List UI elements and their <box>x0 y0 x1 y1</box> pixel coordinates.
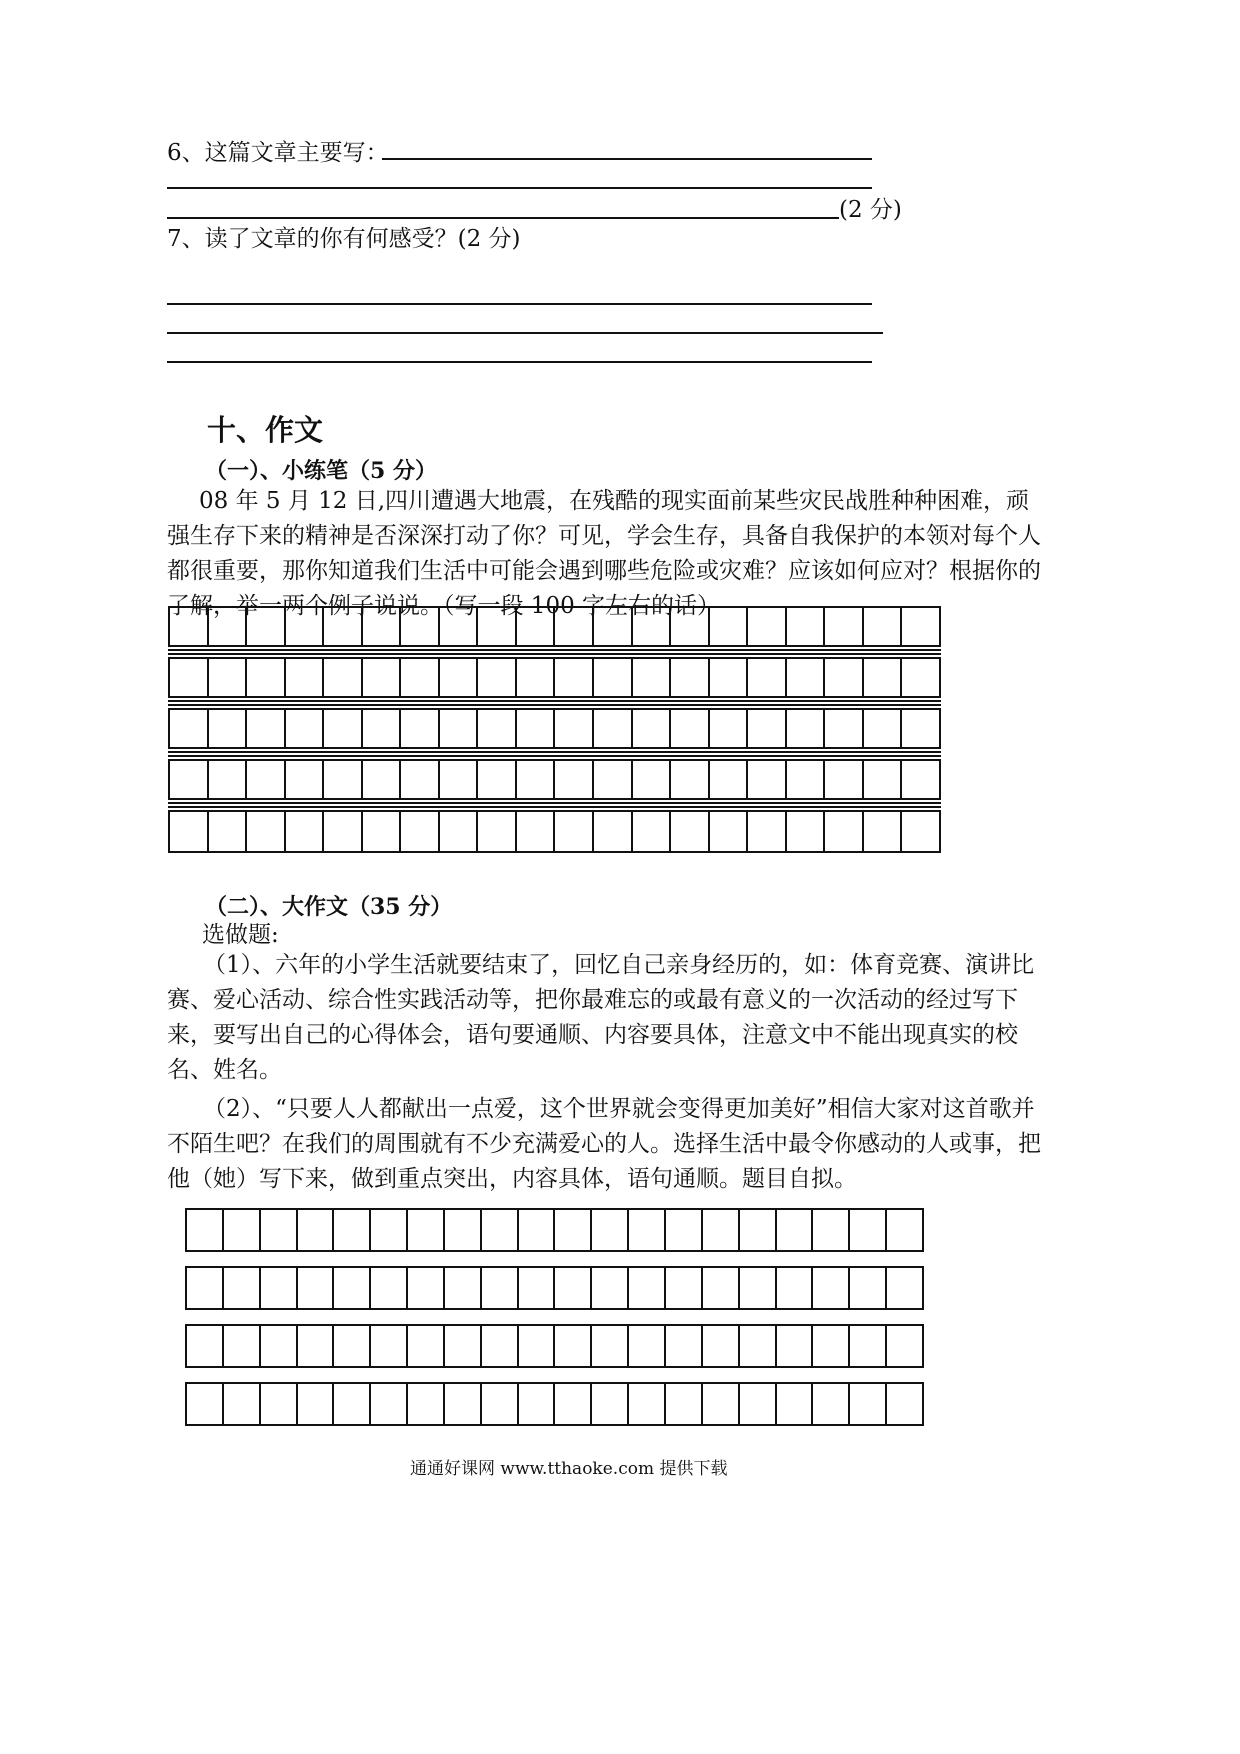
grid-cell[interactable] <box>785 710 824 747</box>
grid-cell[interactable] <box>480 1268 517 1308</box>
grid-cell[interactable] <box>664 1326 701 1366</box>
grid-cell[interactable] <box>885 1326 922 1366</box>
grid-cell[interactable] <box>848 1268 885 1308</box>
grid-cell[interactable] <box>517 1210 554 1250</box>
grid-cell[interactable] <box>553 812 592 851</box>
grid-cell[interactable] <box>590 1384 627 1424</box>
grid-separator <box>168 700 941 706</box>
grid-cell[interactable] <box>245 761 284 798</box>
grid-cell[interactable] <box>708 608 747 645</box>
grid-cell[interactable] <box>399 710 438 747</box>
grid-cell[interactable] <box>823 659 862 696</box>
grid-cell[interactable] <box>476 812 515 851</box>
grid-cell[interactable] <box>406 1326 443 1366</box>
grid-cell[interactable] <box>399 812 438 851</box>
grid-cell[interactable] <box>170 812 207 851</box>
grid-separator <box>168 751 941 757</box>
q7-answer-line-3[interactable] <box>167 361 872 363</box>
grid-cell[interactable] <box>322 608 361 645</box>
grid-cell[interactable] <box>284 608 323 645</box>
grid-cell[interactable] <box>811 1268 848 1308</box>
grid-cell[interactable] <box>631 812 670 851</box>
grid-cell[interactable] <box>322 761 361 798</box>
grid-cell[interactable] <box>399 608 438 645</box>
grid-cell[interactable] <box>222 1326 259 1366</box>
grid-cell[interactable] <box>553 1384 590 1424</box>
grid-cell[interactable] <box>627 1326 664 1366</box>
grid-row[interactable] <box>168 657 941 698</box>
grid-cell[interactable] <box>627 1268 664 1308</box>
grid-cell[interactable] <box>296 1210 333 1250</box>
grid-cell[interactable] <box>406 1210 443 1250</box>
q6-score: (2 分) <box>839 197 902 223</box>
grid-cell[interactable] <box>669 710 708 747</box>
grid-cell[interactable] <box>361 608 400 645</box>
grid-separator <box>168 802 941 808</box>
grid-cell[interactable] <box>885 1210 922 1250</box>
grid-cell[interactable] <box>245 608 284 645</box>
page-footer: 通通好课网 www.tthaoke.com 提供下载 <box>410 1459 728 1479</box>
grid-cell[interactable] <box>476 659 515 696</box>
grid-cell[interactable] <box>900 659 939 696</box>
grid-cell[interactable] <box>746 812 785 851</box>
grid-cell[interactable] <box>399 659 438 696</box>
grid-cell[interactable] <box>207 812 246 851</box>
grid-cell[interactable] <box>900 710 939 747</box>
grid-cell[interactable] <box>207 659 246 696</box>
grid-row[interactable] <box>185 1208 924 1252</box>
grid-cell[interactable] <box>900 608 939 645</box>
grid-cell[interactable] <box>438 659 477 696</box>
grid-cell[interactable] <box>553 1326 590 1366</box>
grid-cell[interactable] <box>296 1268 333 1308</box>
grid-cell[interactable] <box>515 812 554 851</box>
grid-cell[interactable] <box>738 1268 775 1308</box>
grid-cell[interactable] <box>170 761 207 798</box>
grid-cell[interactable] <box>862 761 901 798</box>
grid-cell[interactable] <box>361 710 400 747</box>
grid-cell[interactable] <box>590 1210 627 1250</box>
q7-answer-line-1[interactable] <box>167 303 872 305</box>
part2-heading: （二）、大作文（35 分） <box>205 894 453 920</box>
grid-cell[interactable] <box>664 1384 701 1424</box>
grid-cell[interactable] <box>900 761 939 798</box>
grid-row[interactable] <box>185 1382 924 1426</box>
grid-cell[interactable] <box>592 608 631 645</box>
grid-cell[interactable] <box>862 659 901 696</box>
grid-cell[interactable] <box>862 710 901 747</box>
grid-cell[interactable] <box>517 1384 554 1424</box>
grid-cell[interactable] <box>406 1268 443 1308</box>
grid-cell[interactable] <box>517 1268 554 1308</box>
grid-cell[interactable] <box>322 659 361 696</box>
grid-cell[interactable] <box>369 1384 406 1424</box>
grid-cell[interactable] <box>862 812 901 851</box>
grid-cell[interactable] <box>811 1384 848 1424</box>
grid-separator <box>168 649 941 655</box>
grid-cell[interactable] <box>332 1384 369 1424</box>
grid-cell[interactable] <box>775 1268 812 1308</box>
grid-cell[interactable] <box>284 761 323 798</box>
grid-cell[interactable] <box>592 812 631 851</box>
grid-cell[interactable] <box>515 659 554 696</box>
grid-cell[interactable] <box>708 812 747 851</box>
grid-cell[interactable] <box>332 1326 369 1366</box>
grid-cell[interactable] <box>438 812 477 851</box>
grid-cell[interactable] <box>708 659 747 696</box>
q7-label: 7、读了文章的你有何感受？(2 分) <box>167 226 521 252</box>
grid-cell[interactable] <box>187 1210 222 1250</box>
grid-cell[interactable] <box>669 608 708 645</box>
grid-cell[interactable] <box>848 1210 885 1250</box>
grid-cell[interactable] <box>669 659 708 696</box>
grid-cell[interactable] <box>515 710 554 747</box>
grid-cell[interactable] <box>708 761 747 798</box>
grid-cell[interactable] <box>187 1326 222 1366</box>
q6-answer-line-1[interactable] <box>382 158 872 160</box>
grid-cell[interactable] <box>553 761 592 798</box>
grid-cell[interactable] <box>631 659 670 696</box>
grid-row[interactable] <box>185 1324 924 1368</box>
grid-cell[interactable] <box>553 608 592 645</box>
grid-cell[interactable] <box>443 1210 480 1250</box>
grid-cell[interactable] <box>701 1384 738 1424</box>
grid-cell[interactable] <box>480 1326 517 1366</box>
grid-row[interactable] <box>168 708 941 749</box>
section-title: 十、作文 <box>207 413 324 447</box>
grid-cell[interactable] <box>775 1384 812 1424</box>
grid-cell[interactable] <box>900 812 939 851</box>
grid-cell[interactable] <box>590 1326 627 1366</box>
grid-cell[interactable] <box>476 761 515 798</box>
grid-cell[interactable] <box>170 659 207 696</box>
grid-cell[interactable] <box>207 710 246 747</box>
q6-answer-line-3[interactable] <box>167 217 839 219</box>
grid-cell[interactable] <box>785 608 824 645</box>
grid-cell[interactable] <box>627 1384 664 1424</box>
grid-cell[interactable] <box>631 608 670 645</box>
grid-row[interactable] <box>185 1266 924 1310</box>
grid-cell[interactable] <box>284 659 323 696</box>
grid-cell[interactable] <box>823 710 862 747</box>
grid-cell[interactable] <box>823 812 862 851</box>
grid-cell[interactable] <box>245 710 284 747</box>
grid-cell[interactable] <box>222 1268 259 1308</box>
grid-cell[interactable] <box>746 761 785 798</box>
grid-cell[interactable] <box>222 1210 259 1250</box>
grid-cell[interactable] <box>823 761 862 798</box>
grid-cell[interactable] <box>823 608 862 645</box>
grid-cell[interactable] <box>553 1210 590 1250</box>
grid-cell[interactable] <box>848 1384 885 1424</box>
grid-cell[interactable] <box>592 659 631 696</box>
grid-cell[interactable] <box>284 812 323 851</box>
grid-cell[interactable] <box>369 1326 406 1366</box>
grid-cell[interactable] <box>708 710 747 747</box>
grid-cell[interactable] <box>862 608 901 645</box>
grid-cell[interactable] <box>738 1210 775 1250</box>
grid-cell[interactable] <box>406 1384 443 1424</box>
grid-cell[interactable] <box>590 1268 627 1308</box>
grid-cell[interactable] <box>170 710 207 747</box>
grid-cell[interactable] <box>738 1326 775 1366</box>
grid-cell[interactable] <box>701 1326 738 1366</box>
grid-cell[interactable] <box>669 761 708 798</box>
grid-cell[interactable] <box>785 659 824 696</box>
grid-cell[interactable] <box>476 608 515 645</box>
grid-cell[interactable] <box>332 1268 369 1308</box>
grid-cell[interactable] <box>399 761 438 798</box>
grid-cell[interactable] <box>438 710 477 747</box>
grid-cell[interactable] <box>885 1384 922 1424</box>
grid-cell[interactable] <box>222 1384 259 1424</box>
grid-cell[interactable] <box>443 1326 480 1366</box>
grid-cell[interactable] <box>775 1210 812 1250</box>
part1-paragraph: 08 年 5 月 12 日,四川遭遇大地震，在残酷的现实面前某些灾民战胜种种困难，顽强生存下来的精神是否深深打动了你？可见，学会生存，具备自我保护的本领对每个人都很重要，那你知道我们生活中可能会遇到哪些危险或灾难？应该如何应对？根据你的了解，举一两个例子说说。（写一段 100 字左右的话） <box>167 488 1041 619</box>
grid-cell[interactable] <box>553 1268 590 1308</box>
q6-answer-line-2[interactable] <box>167 187 872 189</box>
grid-cell[interactable] <box>476 710 515 747</box>
grid-cell[interactable] <box>187 1268 222 1308</box>
grid-cell[interactable] <box>811 1326 848 1366</box>
grid-cell[interactable] <box>515 761 554 798</box>
grid-cell[interactable] <box>207 608 246 645</box>
choose-label: 选做题: <box>202 922 279 948</box>
grid-cell[interactable] <box>811 1210 848 1250</box>
grid-cell[interactable] <box>170 608 207 645</box>
grid-cell[interactable] <box>515 608 554 645</box>
grid-cell[interactable] <box>631 710 670 747</box>
grid-cell[interactable] <box>701 1210 738 1250</box>
grid-cell[interactable] <box>284 710 323 747</box>
grid-cell[interactable] <box>322 812 361 851</box>
grid-cell[interactable] <box>332 1210 369 1250</box>
grid-cell[interactable] <box>738 1384 775 1424</box>
grid-cell[interactable] <box>775 1326 812 1366</box>
grid-cell[interactable] <box>369 1268 406 1308</box>
grid-cell[interactable] <box>592 710 631 747</box>
grid-cell[interactable] <box>746 608 785 645</box>
grid-cell[interactable] <box>438 608 477 645</box>
grid-cell[interactable] <box>296 1326 333 1366</box>
q7-answer-line-2[interactable] <box>167 332 883 334</box>
grid-cell[interactable] <box>245 812 284 851</box>
grid-cell[interactable] <box>664 1210 701 1250</box>
grid-cell[interactable] <box>785 761 824 798</box>
grid-cell[interactable] <box>664 1268 701 1308</box>
option-1-text: （1）、六年的小学生活就要结束了，回忆自己亲身经历的，如：体育竞赛、演讲比赛、爱心活动、综合性实践活动等，把你最难忘的或最有意义的一次活动的经过写下来，要写出自己的心得体会，语句要通顺、内容要具体，注意文中不能出现真实的校名、姓名。 <box>167 952 1035 1083</box>
grid-cell[interactable] <box>361 761 400 798</box>
grid-cell[interactable] <box>245 659 284 696</box>
grid-cell[interactable] <box>517 1326 554 1366</box>
grid-cell[interactable] <box>885 1268 922 1308</box>
q6-label: 6、这篇文章主要写： <box>167 140 389 166</box>
grid-cell[interactable] <box>259 1326 296 1366</box>
grid-cell[interactable] <box>443 1384 480 1424</box>
grid-cell[interactable] <box>746 659 785 696</box>
grid-cell[interactable] <box>296 1384 333 1424</box>
grid-cell[interactable] <box>746 710 785 747</box>
grid-cell[interactable] <box>259 1384 296 1424</box>
grid-row[interactable] <box>168 810 941 853</box>
grid-row[interactable] <box>168 606 941 647</box>
grid-cell[interactable] <box>361 659 400 696</box>
grid-cell[interactable] <box>438 761 477 798</box>
grid-cell[interactable] <box>369 1210 406 1250</box>
option-2-text: （2）、“只要人人都献出一点爱，这个世界就会变得更加美好”相信大家对这首歌并不陌生吧？在我们的周围就有不少充满爱心的人。选择生活中最令你感动的人或事，把他（她）写下来，做到重点突出，内容具体，语句通顺。题目自拟。 <box>167 1096 1041 1192</box>
grid-cell[interactable] <box>701 1268 738 1308</box>
grid-cell[interactable] <box>259 1210 296 1250</box>
grid-cell[interactable] <box>848 1326 885 1366</box>
grid-cell[interactable] <box>443 1268 480 1308</box>
grid-cell[interactable] <box>480 1210 517 1250</box>
grid-cell[interactable] <box>553 659 592 696</box>
grid-cell[interactable] <box>785 812 824 851</box>
grid-cell[interactable] <box>631 761 670 798</box>
grid-cell[interactable] <box>553 710 592 747</box>
grid-cell[interactable] <box>361 812 400 851</box>
part1-heading: （一）、小练笔（5 分） <box>205 458 437 484</box>
grid-cell[interactable] <box>187 1384 222 1424</box>
grid-cell[interactable] <box>592 761 631 798</box>
grid-cell[interactable] <box>207 761 246 798</box>
grid-cell[interactable] <box>322 710 361 747</box>
grid-cell[interactable] <box>259 1268 296 1308</box>
grid-cell[interactable] <box>627 1210 664 1250</box>
grid-row[interactable] <box>168 759 941 800</box>
grid-cell[interactable] <box>669 812 708 851</box>
grid-cell[interactable] <box>480 1384 517 1424</box>
